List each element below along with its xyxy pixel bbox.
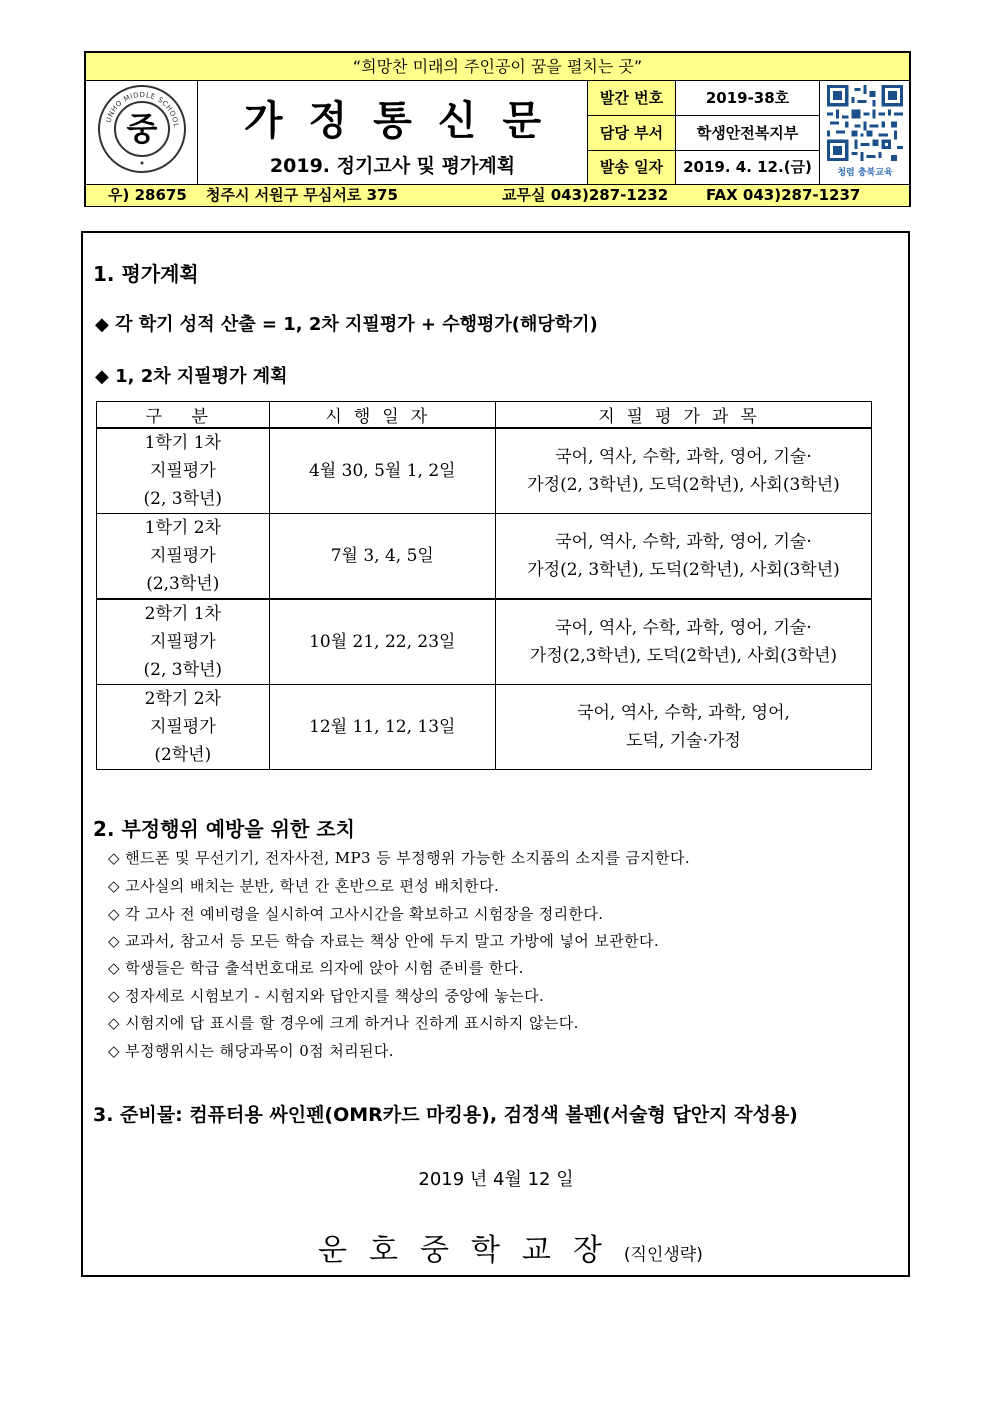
header-subjects: 지필평가과목 — [495, 402, 871, 429]
subjects-cell — [495, 685, 871, 770]
meta-label: 발송 일자 — [588, 151, 676, 184]
meta-row-department — [588, 116, 820, 151]
term-cell — [97, 428, 270, 514]
meta-label: 담당 부서 — [588, 116, 676, 150]
subjects-line: 가정(2,3학년), 도덕(2학년), 사회(3학년) — [529, 646, 838, 666]
term-line: 1학기 1차 — [144, 433, 221, 453]
table-row — [97, 685, 872, 770]
term-cell — [97, 685, 270, 770]
rule-item: ◇ 각 고사 전 예비령을 실시하여 고사시간을 확보하고 시험장을 정리한다. — [108, 905, 604, 923]
meta-row-issue-number — [588, 81, 820, 116]
signer-note: (직인생략) — [623, 1245, 703, 1265]
subjects-cell — [495, 428, 871, 514]
signer-name: 운호중학교장 — [318, 1233, 624, 1268]
qr-code-icon[interactable] — [827, 85, 903, 161]
table-row — [97, 514, 872, 600]
term-line: 지필평가 — [149, 717, 216, 737]
grade-formula-bullet: ◆ 각 학기 성적 산출 = 1, 2차 지필평가 + 수행평가(해당학기) — [95, 314, 598, 335]
term-line: 2학기 1차 — [144, 604, 221, 624]
svg-text:UNHO MIDDLE SCHOOL: UNHO MIDDLE SCHOOL — [104, 90, 181, 129]
exam-plan-bullet: ◆ 1, 2차 지필평가 계획 — [95, 366, 288, 387]
subjects-line: 가정(2, 3학년), 도덕(2학년), 사회(3학년) — [527, 475, 840, 495]
term-line: (2, 3학년) — [143, 489, 223, 509]
rule-item: ◇ 학생들은 학급 출석번호대로 의자에 앉아 시험 준비를 한다. — [108, 959, 524, 977]
fax-number: FAX 043)287-1237 — [706, 186, 861, 204]
date-cell: 12월 11, 12, 13일 — [269, 685, 495, 770]
subjects-cell — [495, 599, 871, 685]
subjects-line: 국어, 역사, 수학, 과학, 영어, 기술· — [555, 447, 812, 467]
date-cell: 10월 21, 22, 23일 — [269, 599, 495, 685]
header-division: 구 분 — [97, 402, 270, 429]
subjects-line: 가정(2, 3학년), 도덕(2학년), 사회(3학년) — [527, 560, 840, 580]
school-slogan: “희망찬 미래의 주인공이 꿈을 펼치는 곳” — [86, 53, 909, 81]
logo-glyph: 중 — [126, 110, 158, 148]
meta-value: 학생안전복지부 — [676, 116, 820, 150]
term-line: (2,3학년) — [146, 574, 220, 594]
newsletter-subtitle: 2019. 정기고사 및 평가계획 — [269, 155, 516, 177]
date-cell: 4월 30, 5월 1, 2일 — [269, 428, 495, 514]
issue-date: 2019 년 4월 12 일 — [418, 1169, 574, 1190]
term-line: 지필평가 — [149, 546, 216, 566]
table-row — [97, 599, 872, 685]
street-address: 청주시 서원구 무심서로 375 — [206, 186, 398, 204]
term-cell — [97, 514, 270, 600]
newsletter-header — [84, 51, 911, 207]
qr-cell — [821, 81, 909, 184]
subjects-line: 국어, 역사, 수학, 과학, 영어, 기술· — [555, 618, 812, 638]
term-line: 1학기 2차 — [144, 518, 221, 538]
subjects-cell — [495, 514, 871, 600]
term-line: 지필평가 — [149, 461, 216, 481]
rule-item: ◇ 부정행위시는 해당과목이 0점 처리된다. — [108, 1042, 394, 1060]
table-row — [97, 428, 872, 514]
principal-signature — [318, 1225, 703, 1269]
subjects-line: 도덕, 기술·가정 — [626, 731, 741, 751]
school-logo — [98, 85, 186, 173]
rule-item: ◇ 고사실의 배치는 분반, 학년 간 혼반으로 편성 배치한다. — [108, 877, 500, 895]
address-bar — [86, 184, 909, 206]
meta-value: 2019. 4. 12.(금) — [676, 151, 820, 184]
office-phone: 교무실 043)287-1232 — [502, 186, 669, 204]
table-header-row — [97, 402, 872, 429]
rule-item: ◇ 핸드폰 및 무선기기, 전자사전, MP3 등 부정행위 가능한 소지품의 소지를 금지한다. — [108, 849, 691, 867]
term-cell — [97, 599, 270, 685]
section-3-supplies: 3. 준비물: 컴퓨터용 싸인펜(OMR카드 마킹용), 검정색 볼펜(서술형 답안지 작성용) — [93, 1104, 798, 1126]
newsletter-title: 가정통신문 — [243, 97, 568, 144]
logo-cell — [86, 81, 198, 184]
term-line: (2, 3학년) — [143, 660, 223, 680]
date-cell: 7월 3, 4, 5일 — [269, 514, 495, 600]
subjects-line: 국어, 역사, 수학, 과학, 영어, — [577, 703, 790, 723]
meta-label: 발간 번호 — [588, 81, 676, 115]
section-2-title: 2. 부정행위 예방을 위한 조치 — [93, 817, 355, 841]
meta-value: 2019-38호 — [676, 81, 820, 115]
rule-item: ◇ 정자세로 시험보기 - 시험지와 답안지를 책상의 중앙에 놓는다. — [108, 987, 545, 1005]
rule-item: ◇ 시험지에 답 표시를 할 경우에 크게 하거나 진하게 표시하지 않는다. — [108, 1014, 579, 1032]
title-cell — [198, 81, 588, 184]
term-line: 지필평가 — [149, 632, 216, 652]
meta-row-send-date — [588, 151, 820, 184]
header-date: 시행일자 — [269, 402, 495, 429]
exam-schedule-table — [96, 401, 872, 770]
postal-code: 우) 28675 — [108, 186, 187, 204]
term-line: (2학년) — [154, 745, 212, 765]
subjects-line: 국어, 역사, 수학, 과학, 영어, 기술· — [555, 532, 812, 552]
rule-item: ◇ 교과서, 참고서 등 모든 학습 자료는 책상 안에 두지 말고 가방에 넣어 보관한다. — [108, 932, 660, 950]
qr-caption: 청렴 충북교육 — [837, 168, 893, 178]
section-1-title: 1. 평가계획 — [93, 262, 199, 286]
term-line: 2학기 2차 — [144, 689, 221, 709]
